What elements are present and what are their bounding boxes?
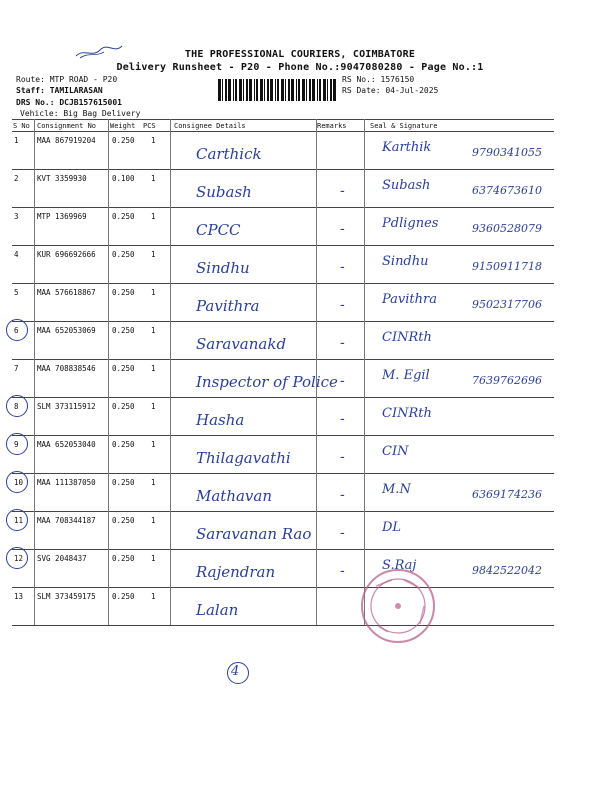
header-bottom-rule [12, 131, 554, 132]
col-consignment: Consignment No [37, 122, 97, 130]
row-pcs: 1 [151, 516, 156, 525]
row-pcs: 1 [151, 212, 156, 221]
row-weight: 0.100 [112, 174, 135, 183]
row-phone: 9842522042 [472, 564, 542, 577]
row-phone: 7639762696 [472, 374, 542, 387]
row-weight: 0.250 [112, 592, 135, 601]
row-sno: 9 [14, 440, 19, 449]
row-remarks: - [340, 411, 345, 427]
row-consignment: MAA 652053069 [37, 326, 96, 335]
row-consignee: CPCC [196, 221, 241, 239]
row-pcs: 1 [151, 326, 156, 335]
row-remarks: - [340, 525, 345, 541]
row-pcs: 1 [151, 592, 156, 601]
rs-date: RS Date: 04-Jul-2025 [342, 86, 439, 95]
row-sno: 10 [14, 478, 24, 487]
row-consignment: MTP 1369969 [37, 212, 87, 221]
row-consignee: Thilagavathi [196, 449, 291, 467]
row-rule [12, 397, 554, 398]
row-sno: 5 [14, 288, 19, 297]
row-seal: Pdlignes [382, 216, 439, 231]
row-consignment: KVT 3359930 [37, 174, 87, 183]
row-phone: 9790341055 [472, 146, 542, 159]
row-rule [12, 549, 554, 550]
row-weight: 0.250 [112, 364, 135, 373]
row-weight: 0.250 [112, 478, 135, 487]
barcode [218, 79, 336, 101]
row-phone: 9360528079 [472, 222, 542, 235]
row-weight: 0.250 [112, 136, 135, 145]
row-remarks: - [340, 183, 345, 199]
row-seal: Sindhu [382, 254, 429, 269]
row-sno: 2 [14, 174, 19, 183]
row-rule [12, 435, 554, 436]
row-sno: 3 [14, 212, 19, 221]
col-pcs: PCS [143, 122, 156, 130]
vehicle-label: Vehicle: Big Bag Delivery [20, 109, 141, 118]
row-rule [12, 473, 554, 474]
row-consignee: Rajendran [196, 563, 276, 581]
page-subtitle: Delivery Runsheet - P20 - Phone No.:9047080280 - Page No.:1 [116, 62, 484, 73]
row-weight: 0.250 [112, 326, 135, 335]
row-seal: M.N [382, 482, 411, 497]
route-label: Route: MTP ROAD - P20 [16, 75, 118, 84]
row-rule [12, 321, 554, 322]
pen-scribble [74, 44, 124, 60]
row-remarks: - [340, 449, 345, 465]
row-seal: Subash [382, 178, 431, 193]
rs-number: RS No.: 1576150 [342, 75, 415, 84]
row-remarks: - [340, 563, 345, 579]
row-circle-mark [6, 319, 28, 341]
row-consignment: SLM 373115912 [37, 402, 96, 411]
row-consignment: MAA 708838546 [37, 364, 96, 373]
row-remarks: - [340, 373, 345, 389]
row-rule [12, 283, 554, 284]
row-sno: 13 [14, 592, 24, 601]
row-consignee: Carthick [196, 145, 262, 163]
row-remarks: - [340, 259, 345, 275]
column-divider [170, 119, 171, 625]
row-consignment: MAA 111387050 [37, 478, 96, 487]
row-consignee: Mathavan [196, 487, 273, 505]
row-pcs: 1 [151, 554, 156, 563]
row-seal: Pavithra [382, 292, 437, 307]
row-pcs: 1 [151, 136, 156, 145]
row-pcs: 1 [151, 288, 156, 297]
row-pcs: 1 [151, 250, 156, 259]
row-rule [12, 245, 554, 246]
row-seal: CINRth [382, 330, 432, 345]
row-phone: 9502317706 [472, 298, 542, 311]
row-weight: 0.250 [112, 250, 135, 259]
row-consignment: MAA 576618867 [37, 288, 96, 297]
row-circle-mark [6, 471, 28, 493]
row-sno: 6 [14, 326, 19, 335]
row-circle-mark [6, 509, 28, 531]
row-weight: 0.250 [112, 288, 135, 297]
row-rule [12, 587, 554, 588]
col-remarks: Remarks [317, 122, 347, 130]
row-pcs: 1 [151, 364, 156, 373]
page-title: THE PROFESSIONAL COURIERS, COIMBATORE [184, 49, 416, 60]
row-seal: S.Raj [382, 558, 417, 573]
row-seal: Karthik [382, 140, 432, 155]
row-circle-mark [6, 547, 28, 569]
row-weight: 0.250 [112, 402, 135, 411]
row-consignment: SLM 373459175 [37, 592, 96, 601]
row-weight: 0.250 [112, 554, 135, 563]
row-weight: 0.250 [112, 440, 135, 449]
row-consignment: KUR 696692666 [37, 250, 96, 259]
row-sno: 12 [14, 554, 24, 563]
row-remarks: - [340, 221, 345, 237]
row-consignee: Pavithra [196, 297, 260, 315]
row-remarks: - [340, 335, 345, 351]
row-consignment: MAA 708344187 [37, 516, 96, 525]
row-sno: 4 [14, 250, 19, 259]
column-divider [34, 119, 35, 625]
row-weight: 0.250 [112, 212, 135, 221]
row-sno: 11 [14, 516, 24, 525]
row-remarks: - [340, 297, 345, 313]
row-seal: M. Egil [382, 368, 430, 383]
page-total: 4 [231, 664, 240, 679]
row-consignee: Inspector of Police [196, 373, 338, 391]
row-consignee: Hasha [196, 411, 245, 429]
row-sno: 8 [14, 402, 19, 411]
column-divider [364, 119, 365, 625]
row-pcs: 1 [151, 440, 156, 449]
row-seal: CINRth [382, 406, 432, 421]
courier-stamp [358, 566, 438, 646]
row-pcs: 1 [151, 402, 156, 411]
col-sno: S No [13, 122, 30, 130]
column-divider [108, 119, 109, 625]
row-rule [12, 625, 554, 626]
row-consignment: SVG 2048437 [37, 554, 87, 563]
row-consignment: MAA 867919204 [37, 136, 96, 145]
col-seal: Seal & Signature [370, 122, 438, 130]
row-phone: 9150911718 [472, 260, 542, 273]
row-consignment: MAA 652053040 [37, 440, 96, 449]
row-remarks: - [340, 487, 345, 503]
col-consignee: Consignee Details [174, 122, 246, 130]
row-circle-mark [6, 433, 28, 455]
column-divider [316, 119, 317, 625]
row-consignee: Sindhu [196, 259, 250, 277]
row-consignee: Lalan [196, 601, 239, 619]
row-consignee: Saravanakd [196, 335, 287, 353]
row-phone: 6374673610 [472, 184, 542, 197]
col-weight: Weight [110, 122, 136, 130]
row-seal: DL [382, 520, 402, 535]
row-sno: 7 [14, 364, 19, 373]
row-pcs: 1 [151, 478, 156, 487]
row-seal: CIN [382, 444, 409, 459]
header-top-rule [12, 119, 554, 120]
row-circle-mark [6, 395, 28, 417]
row-rule [12, 207, 554, 208]
row-rule [12, 511, 554, 512]
row-consignee: Subash [196, 183, 252, 201]
row-rule [12, 169, 554, 170]
row-weight: 0.250 [112, 516, 135, 525]
row-consignee: Saravanan Rao [196, 525, 312, 543]
row-sno: 1 [14, 136, 19, 145]
staff-label: Staff: TAMILARASAN [16, 86, 103, 95]
row-rule [12, 359, 554, 360]
drs-label: DRS No.: DCJB157615001 [16, 98, 122, 107]
row-pcs: 1 [151, 174, 156, 183]
row-phone: 6369174236 [472, 488, 542, 501]
